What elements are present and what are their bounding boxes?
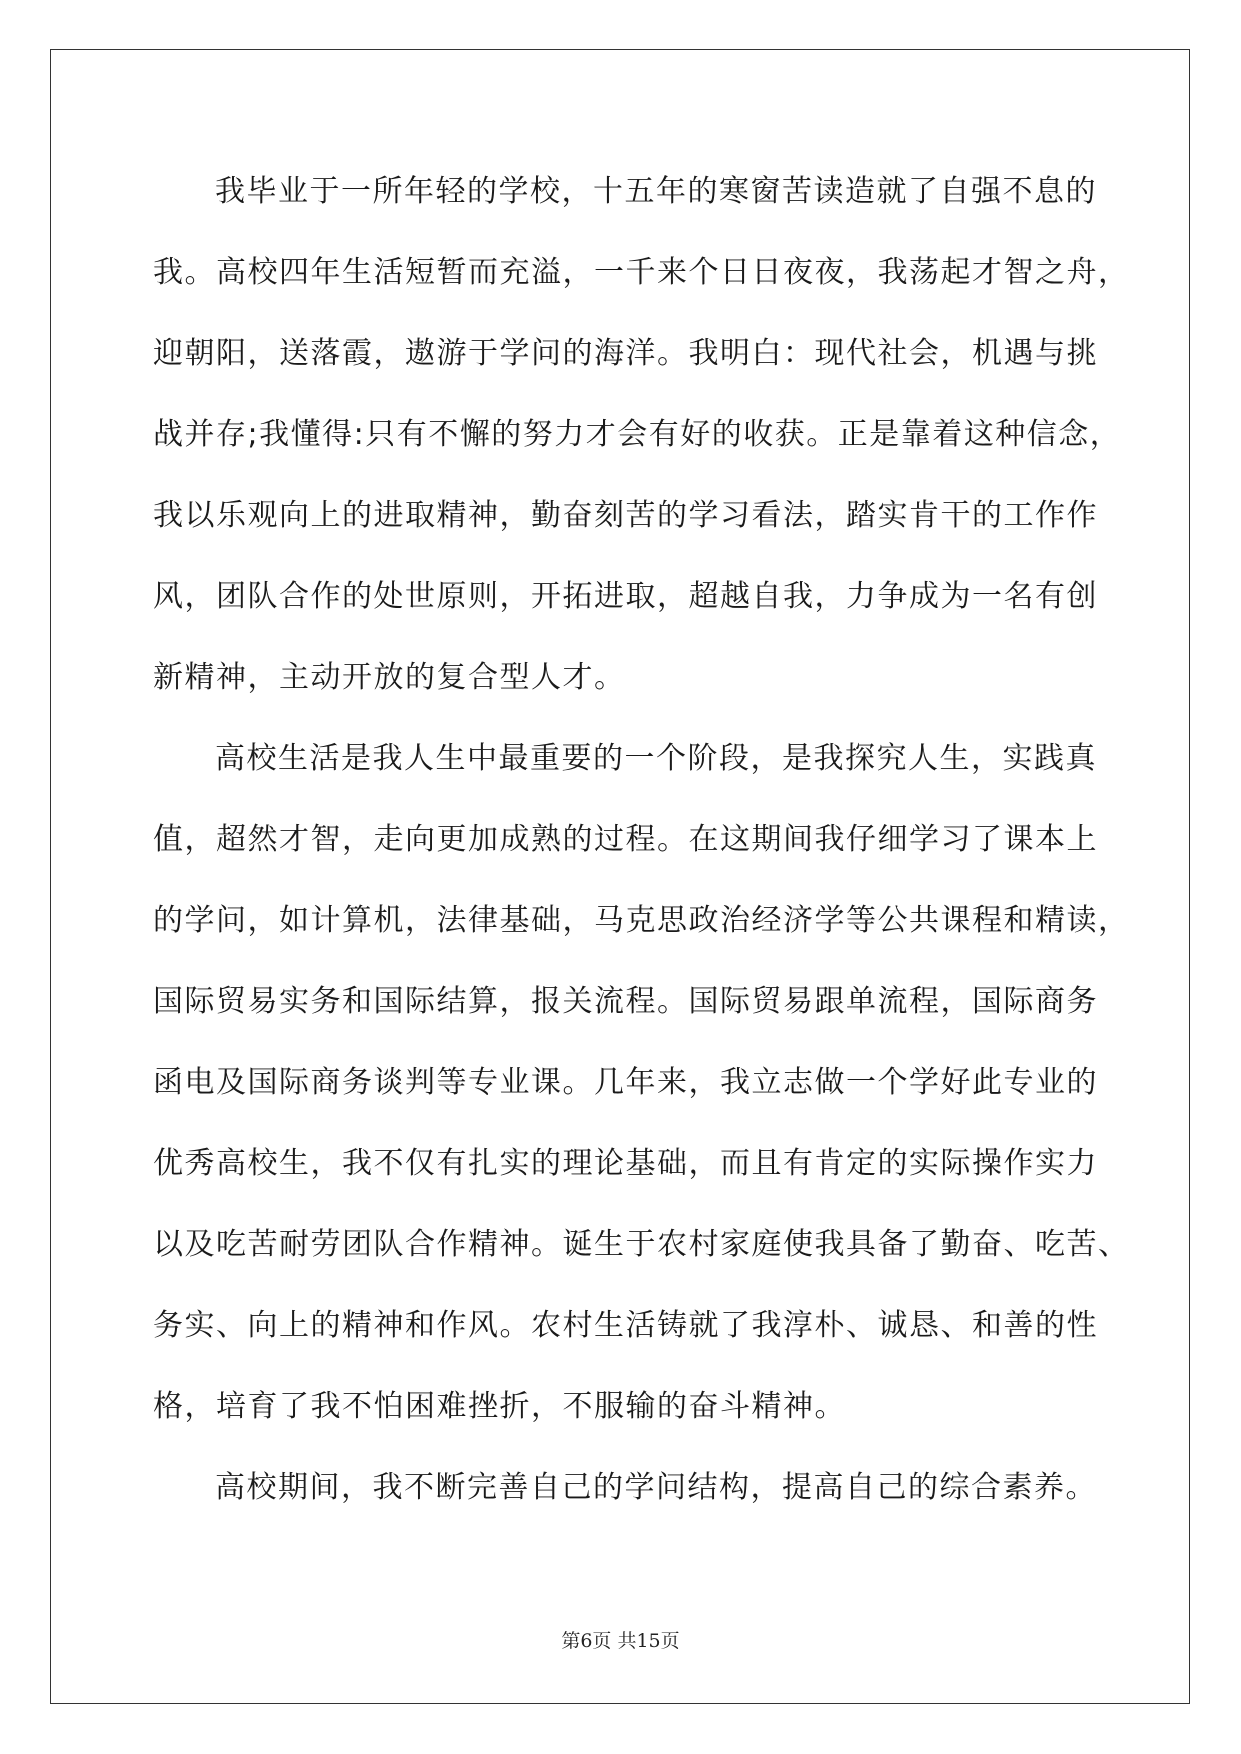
text-line: 迎朝阳，送落霞，遨游于学问的海洋。我明白：现代社会，机遇与挑 [153, 336, 1098, 371]
text-line: 高校生活是我人生中最重要的一个阶段，是我探究人生，实践真 [215, 741, 1097, 776]
text-line: 值，超然才智，走向更加成熟的过程。在这期间我仔细学习了课本上 [153, 822, 1098, 857]
text-line: 战并存;我懂得:只有不懈的努力才会有好的收获。正是靠着这种信念， [153, 417, 1122, 452]
text-line: 我。高校四年生活短暂而充溢，一千来个日日夜夜，我荡起才智之舟， [153, 255, 1130, 290]
text-line: 新精神，主动开放的复合型人才。 [153, 660, 626, 695]
paragraph [153, 729, 1130, 1458]
text-line: 的学问，如计算机，法律基础，马克思政治经济学等公共课程和精读， [153, 903, 1130, 938]
text-line: 以及吃苦耐劳团队合作精神。诞生于农村家庭使我具备了勤奋、吃苦、 [153, 1227, 1130, 1262]
page-number: 第6页 共15页 [561, 1630, 680, 1652]
text-line: 高校期间，我不断完善自己的学问结构，提高自己的综合素养。 [215, 1470, 1097, 1505]
text-line: 函电及国际商务谈判等专业课。几年来，我立志做一个学好此专业的 [153, 1065, 1098, 1100]
text-line: 务实、向上的精神和作风。农村生活铸就了我淳朴、诚恳、和善的性 [153, 1308, 1098, 1343]
text-line: 国际贸易实务和国际结算，报关流程。国际贸易跟单流程，国际商务 [153, 984, 1098, 1019]
paragraph [153, 1458, 1097, 1539]
document-body [153, 162, 1130, 1539]
text-line: 我毕业于一所年轻的学校，十五年的寒窗苦读造就了自强不息的 [215, 174, 1097, 209]
text-line: 我以乐观向上的进取精神，勤奋刻苦的学习看法，踏实肯干的工作作 [153, 498, 1098, 533]
text-line: 风，团队合作的处世原则，开拓进取，超越自我，力争成为一名有创 [153, 579, 1098, 614]
text-line: 优秀高校生，我不仅有扎实的理论基础，而且有肯定的实际操作实力 [153, 1146, 1098, 1181]
text-line: 格，培育了我不怕困难挫折，不服输的奋斗精神。 [153, 1389, 846, 1424]
paragraph [153, 162, 1130, 729]
